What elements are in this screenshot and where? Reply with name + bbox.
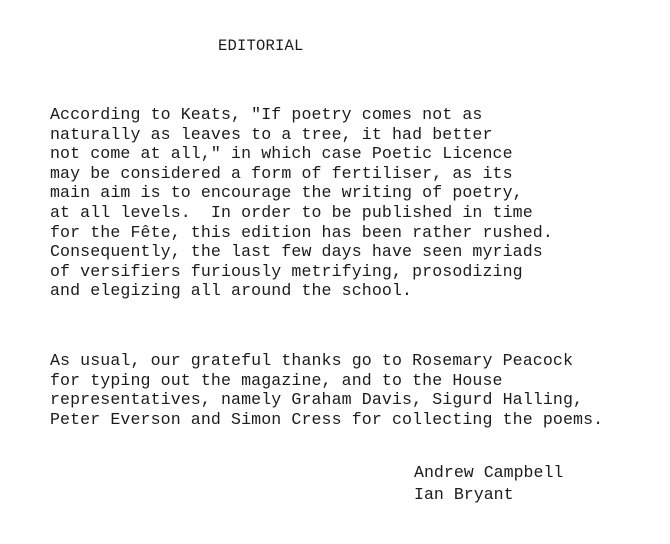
editorial-paragraph-2	[50, 351, 603, 429]
signature-name: Andrew Campbell	[414, 463, 564, 482]
text-line: As usual, our grateful thanks go to Rosemary Peacock	[50, 351, 574, 370]
text-line: representatives, namely Graham Davis, Sigurd Halling,	[50, 390, 584, 410]
editorial-paragraph-1	[50, 105, 553, 301]
text-line: not come at all," in which case Poetic Licence	[50, 144, 513, 164]
text-line: main aim is to encourage the writing of poetry,	[50, 183, 523, 203]
text-line: According to Keats, "If poetry comes not as	[50, 105, 483, 124]
page-title: EDITORIAL	[218, 37, 304, 55]
text-line: for the Fête, this edition has been rather rushed.	[50, 222, 553, 242]
text-line: and elegizing all around the school.	[50, 281, 413, 301]
text-line: naturally as leaves to a tree, it had better	[50, 124, 493, 144]
signature-name: Ian Bryant	[414, 485, 514, 504]
text-line: Consequently, the last few days have seen myriads	[50, 242, 543, 262]
text-line: Peter Everson and Simon Cress for collecting the poems.	[50, 409, 604, 429]
text-line: may be considered a form of fertiliser, as its	[50, 163, 513, 183]
text-line: of versifiers furiously metrifying, prosodizing	[50, 261, 523, 281]
signature-block	[414, 462, 563, 506]
text-line: at all levels. In order to be published in time	[50, 202, 533, 222]
text-line: for typing out the magazine, and to the House	[50, 370, 503, 390]
